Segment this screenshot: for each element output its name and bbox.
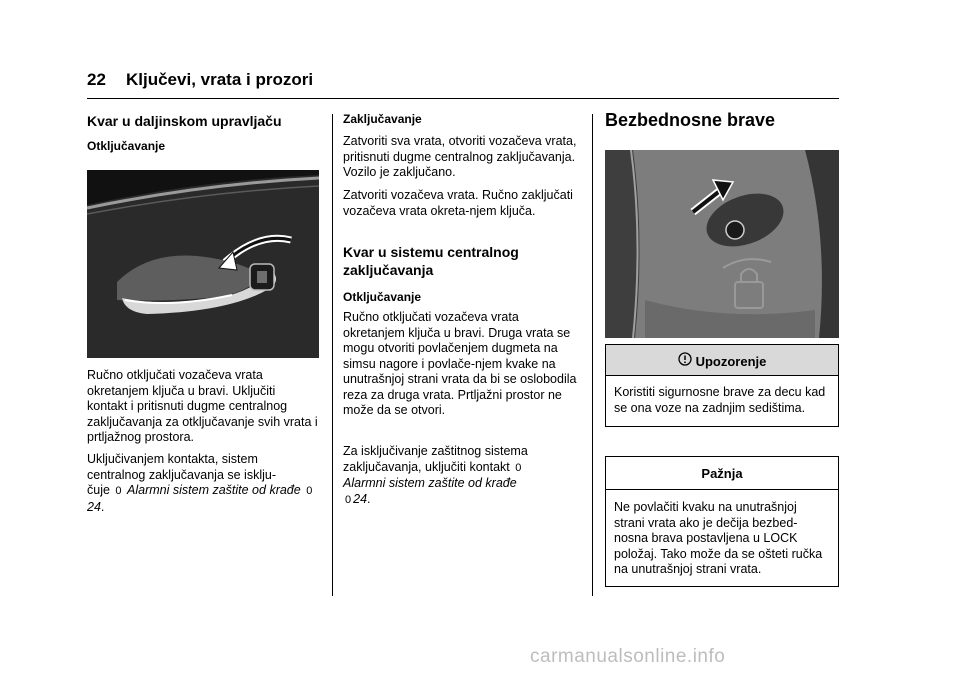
- disable-protection-note: [343, 444, 579, 508]
- page-ref-icon: 0: [515, 461, 522, 474]
- door-handle-illustration: [87, 170, 319, 358]
- alarm-ref-link[interactable]: Alarmni sistem zaštite od krađe: [127, 483, 301, 497]
- locking-instructions: Zatvoriti sva vrata, otvoriti vozačeva vrata, pritisnuti dugme centralnog zaključavanja. Vozilo je zaključano.: [343, 134, 577, 179]
- unlocking-subheading: Otključavanje: [87, 139, 166, 153]
- notice-text: Ne povlačiti kvaku na unutrašnjoj strani vrata ako je dečija bezbed-nosna brava postavljena u LOCK položaj. Tako može da se ošteti ručka na unutrašnjoj strani vrata.: [614, 500, 823, 576]
- unlocking-subheading-2: Otključavanje: [343, 290, 422, 304]
- disable-protection-text: Za isključivanje zaštitnog sistema zaključavanja, uključiti kontakt: [343, 444, 528, 474]
- child-lock-icon: [605, 150, 839, 338]
- warning-text: Koristiti sigurnosne brave za decu kad se ona voze na zadnjim sedištima.: [614, 385, 826, 415]
- child-lock-heading: Bezbednosne brave: [605, 110, 776, 130]
- period: .: [367, 491, 371, 506]
- alarm-ref-link-2[interactable]: Alarmni sistem zaštite od krađe: [343, 476, 517, 490]
- warning-box: [605, 344, 839, 427]
- alarm-ref-page[interactable]: 24: [87, 499, 101, 514]
- notice-title: Pažnja: [606, 457, 838, 490]
- manual-unlock-instructions: Ručno otključati vozačeva vrata okretanjem ključa u bravi. Druga vrata se mogu otvoriti povlačenjem dugmeta na simsu nagore i povlače-njem kvake na unutrašnjoj strani vrata da bi se oslobodila reza za druga vrata. Prtljažni prostor ne može da se otvori.: [343, 310, 577, 417]
- central-lock-failure-heading: Kvar u sistemu centralnog zaključavanja: [343, 244, 519, 278]
- locking-subheading: Zaključavanje: [343, 112, 422, 126]
- warning-title: Upozorenje: [695, 354, 767, 369]
- child-lock-illustration: [605, 150, 839, 338]
- alarm-ref-page-2[interactable]: 24: [353, 491, 368, 506]
- section-title: Ključevi, vrata i prozori: [126, 70, 314, 89]
- page-number: 22: [87, 70, 106, 89]
- watermark: carmanualsonline.info: [530, 646, 726, 667]
- central-lock-note-start: Uključivanjem kontakta, sistem centralnog zaključavanja se isklju-: [87, 452, 276, 482]
- unlock-instructions: Ručno otključati vozačeva vrata okretanjem ključa u bravi. Uključiti kontakt i pritisnuti dugme centralnog zaključavanja za otključavanje svih vrata i prtljažnog prostora.: [87, 368, 318, 444]
- central-lock-note-word: čuje: [87, 483, 110, 497]
- period: .: [100, 499, 105, 514]
- remote-failure-heading: Kvar u daljinskom upravljaču: [87, 113, 282, 129]
- column-divider-2: [592, 114, 593, 596]
- central-lock-note: [87, 452, 319, 515]
- column-divider-1: [332, 114, 333, 596]
- page-ref-icon: 0: [345, 493, 352, 506]
- warning-icon: [678, 352, 692, 369]
- page-ref-icon: 0: [115, 485, 122, 497]
- page-ref-icon: 0: [306, 485, 313, 497]
- manual-locking-instructions: Zatvoriti vozačeva vrata. Ručno zaključati vozačeva vrata okreta-njem ključa.: [343, 188, 573, 218]
- notice-box: [605, 456, 839, 587]
- warning-header: [606, 345, 838, 376]
- header-divider: [87, 98, 839, 99]
- door-handle-icon: [87, 170, 319, 358]
